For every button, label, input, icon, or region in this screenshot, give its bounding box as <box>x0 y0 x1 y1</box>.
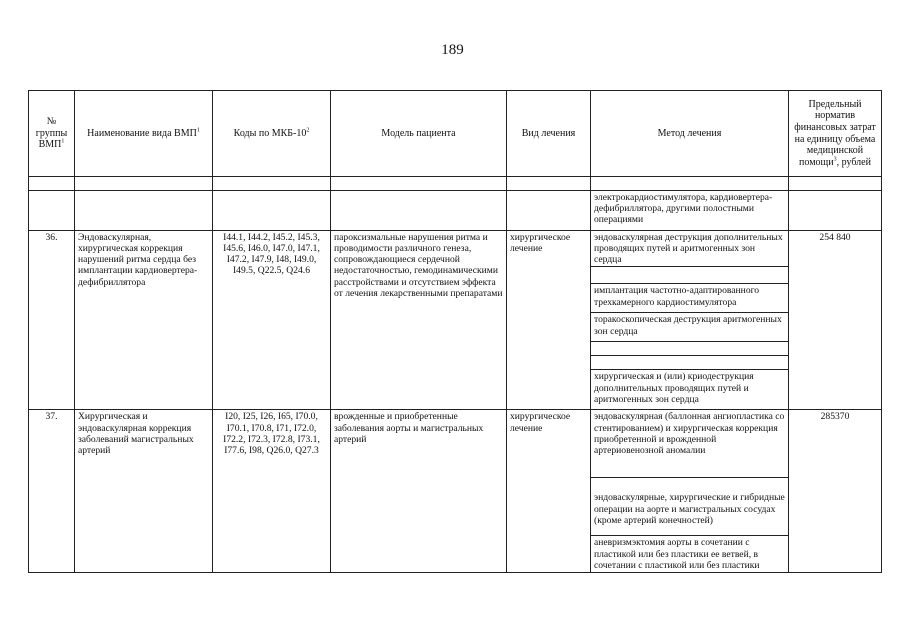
icd-codes: I20, I25, I26, I65, I70.0, I70.1, I70.8, I71, I72.0, I72.2, I72.3, I72.8, I73.1, I77.6, I98, Q26.0, Q27.3 <box>213 410 331 572</box>
vmp-name: Хирургическая и эндоваскулярная коррекция заболеваний магистральных артерий <box>75 410 213 572</box>
cost-norm: 285370 <box>789 410 882 572</box>
treatment-method: торакоскопическая деструкция аритмогенных зон сердца <box>591 313 789 342</box>
header-cost-norm: Предельный норматив финансовых затрат на единицу объема медицинской помощи$^3$, рублей <box>789 91 882 177</box>
header-group-number: № группы ВМП$^1$ <box>29 91 75 177</box>
icd-codes: I44.1, I44.2, I45.2, I45.3, I45.6, I46.0, I47.0, I47.1, I47.2, I47.9, I48, I49.0, I49.5, Q22.5, Q24.6 <box>213 231 331 410</box>
treatment-type: хирургическое лечение <box>507 410 591 572</box>
patient-model: врожденные и приобретенные заболевания аорты и магистральных артерий <box>331 410 507 572</box>
treatment-method <box>591 356 789 370</box>
continuation-row <box>29 191 882 231</box>
treatment-method: эндоваскулярные, хирургические и гибридные операции на аорте и магистральных сосудах (кроме артерий конечностей) <box>591 478 789 536</box>
treatment-method: аневризмэктомия аорты в сочетании с пластикой или без пластики ее ветвей, в сочетании с пластикой или без пластики <box>591 536 789 572</box>
header-vmp-name: Наименование вида ВМП$^1$ <box>75 91 213 177</box>
table-row <box>29 410 882 478</box>
spacer-row <box>29 177 882 191</box>
treatment-method: имплантация частотно-адаптированного трехкамерного кардиостимулятора <box>591 284 789 313</box>
group-number: 36. <box>29 231 75 410</box>
vmp-table <box>28 90 882 573</box>
treatment-method <box>591 342 789 356</box>
group-number: 37. <box>29 410 75 572</box>
table-row <box>29 231 882 267</box>
header-icd-codes: Коды по МКБ-$10^2$ <box>213 91 331 177</box>
treatment-method: хирургическая и (или) криодеструкция дополнительных проводящих путей и аритмогенных зон сердца <box>591 370 789 410</box>
header-treatment-type: Вид лечения <box>507 91 591 177</box>
page-number: 189 <box>441 42 464 58</box>
treatment-method: эндоваскулярная (баллонная ангиопластика со стентированием) и хирургическая коррекция приобретенной и врожденной артериовенозной аномалии <box>591 410 789 478</box>
header-patient-model: Модель пациента <box>331 91 507 177</box>
treatment-method <box>591 267 789 284</box>
patient-model: пароксизмальные нарушения ритма и проводимости различного генеза, сопровождающиеся сердечной недостаточностью, гемодинамическими расстройствами и отсутствием эффекта от лечения лекарственными препаратами <box>331 231 507 410</box>
treatment-method: эндоваскулярная деструкция дополнительных проводящих путей и аритмогенных зон сердца <box>591 231 789 267</box>
cost-norm: 254 840 <box>789 231 882 410</box>
header-treatment-method: Метод лечения <box>591 91 789 177</box>
vmp-name: Эндоваскулярная, хирургическая коррекция нарушений ритма сердца без имплантации кардиовертера-дефибриллятора <box>75 231 213 410</box>
treatment-type: хирургическое лечение <box>507 231 591 410</box>
header-row <box>29 91 882 177</box>
continuation-method: электрокардиостимулятора, кардиовертера-дефибриллятора, другими полостными операциями <box>591 191 789 231</box>
